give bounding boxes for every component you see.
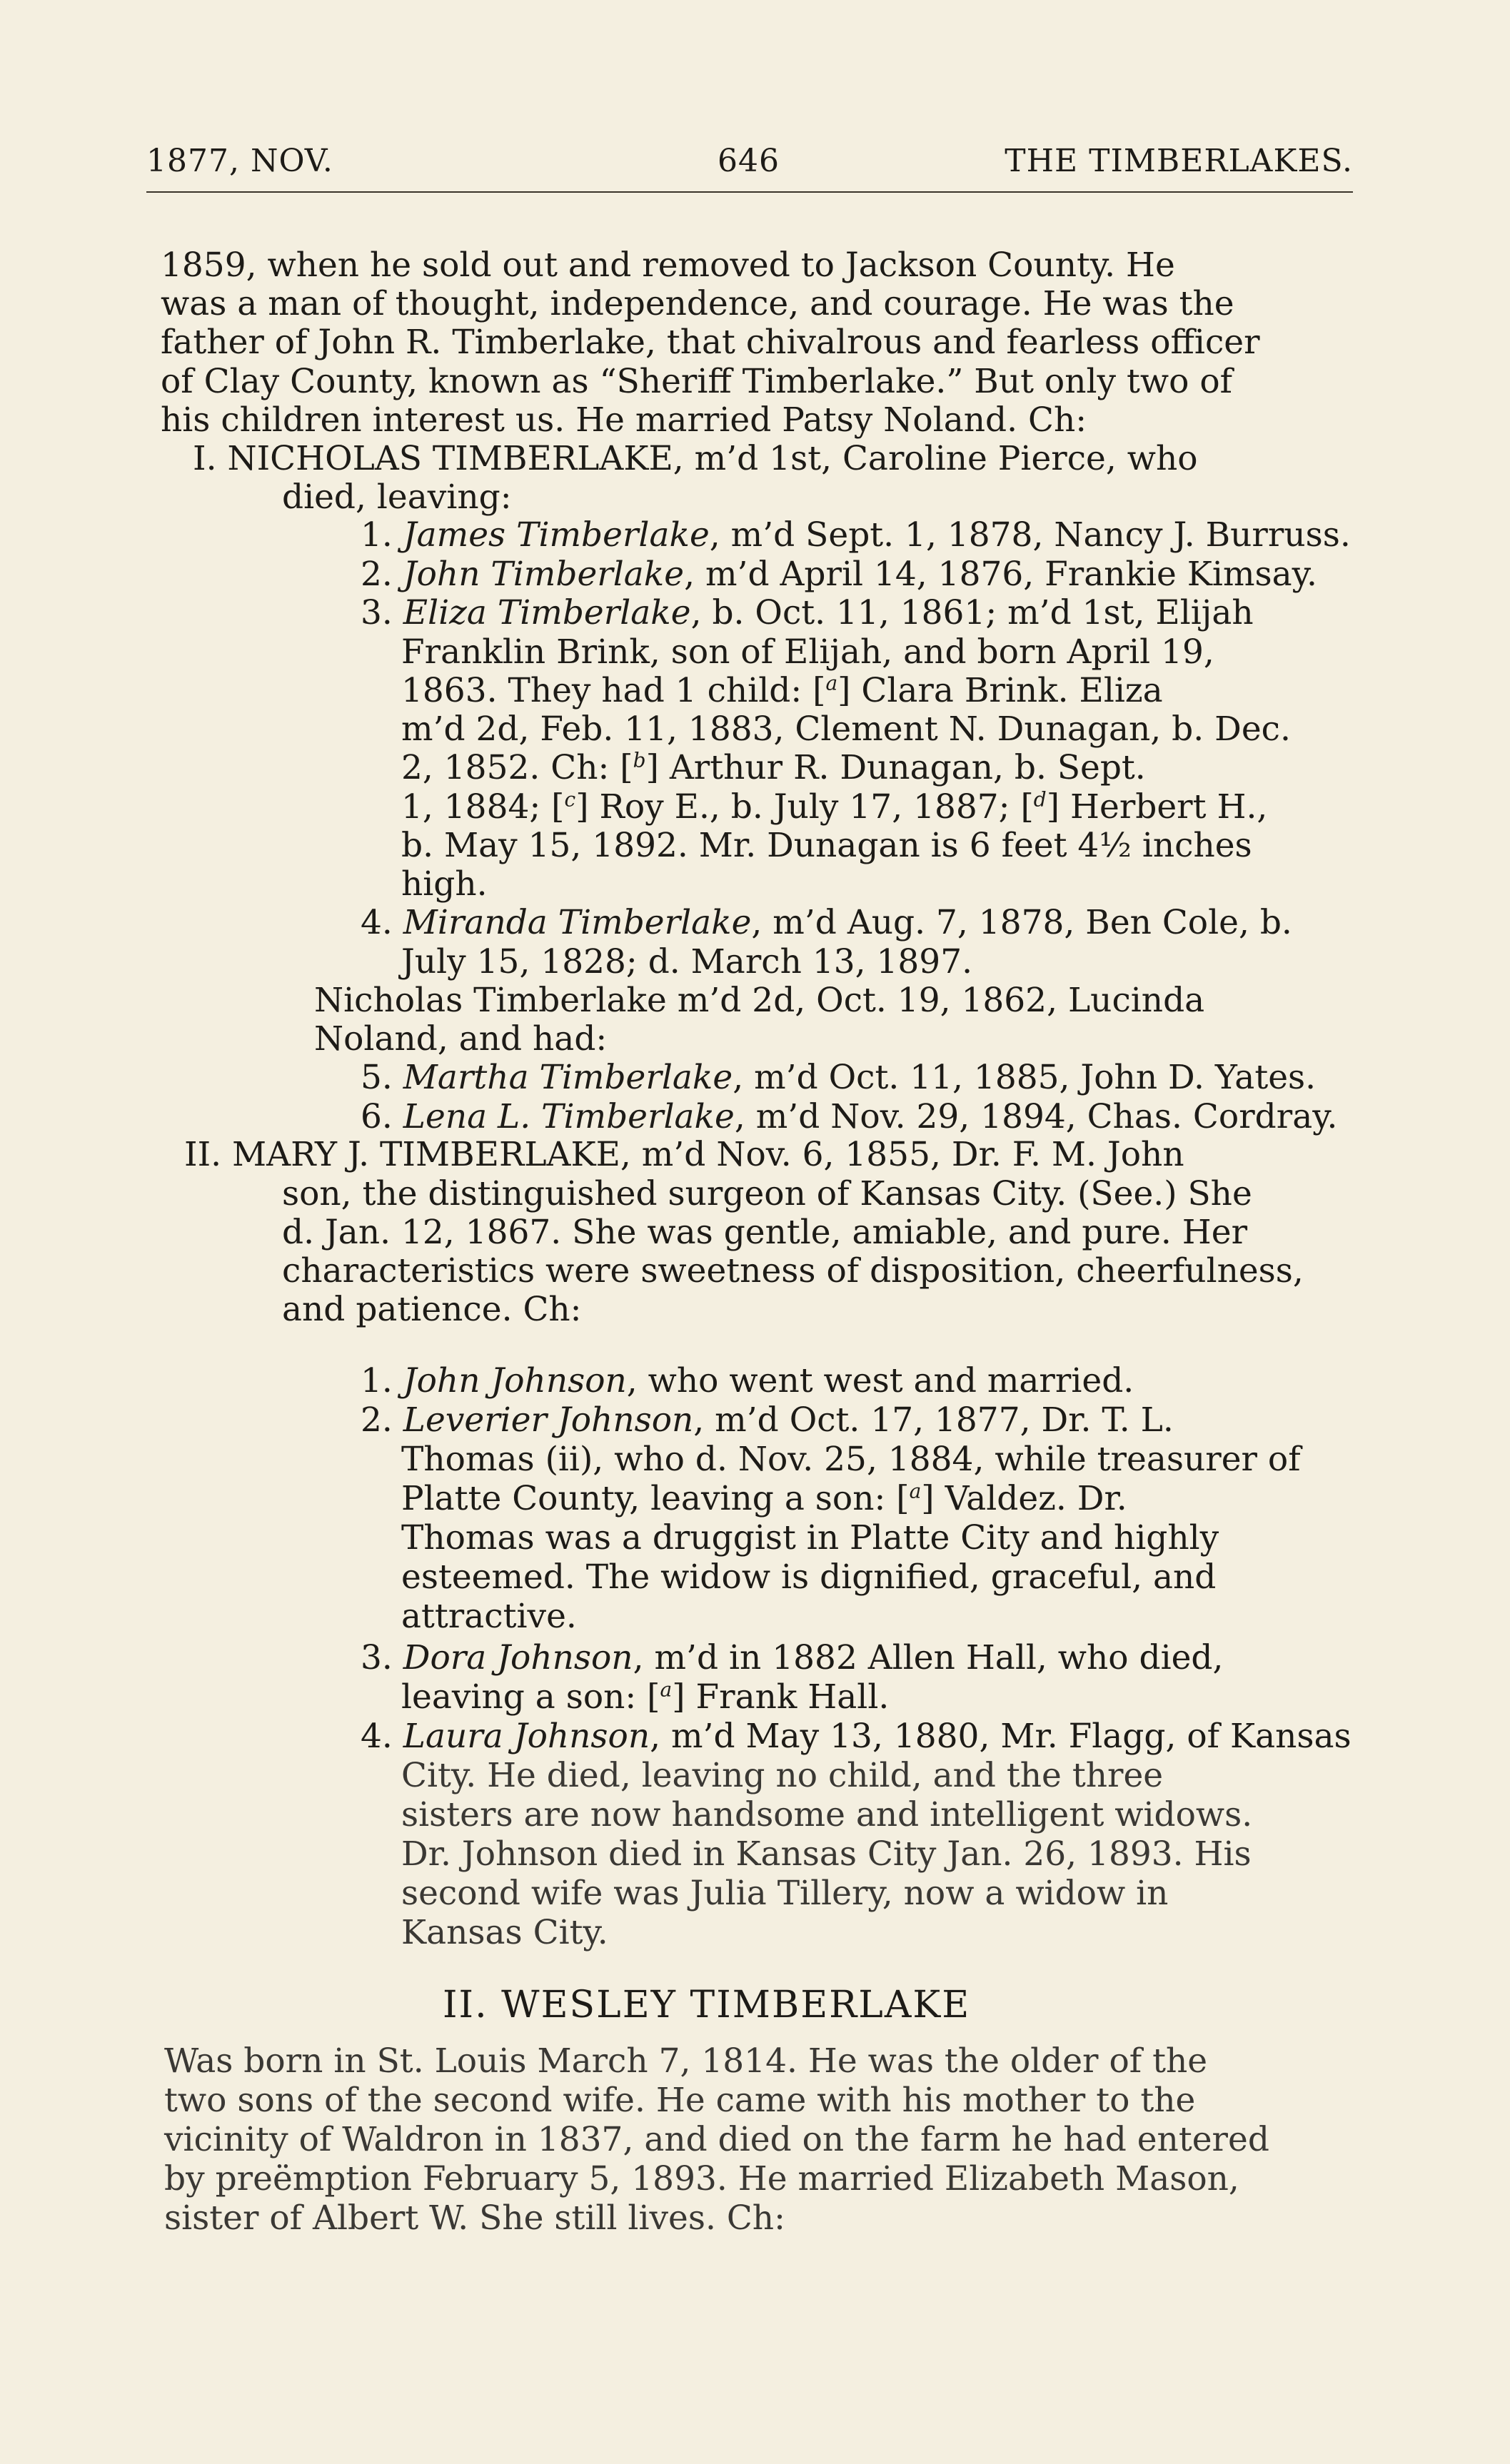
text-line: high.	[401, 864, 488, 904]
text-line: City. He died, leaving no child, and the three	[401, 1756, 1164, 1795]
child-name: Dora Johnson	[403, 1638, 633, 1677]
child-name: Eliza Timberlake	[403, 593, 691, 632]
text-line: sister of Albert W. She still lives. Ch:	[164, 2198, 785, 2238]
text-line: vicinity of Waldron in 1837, and died on the farm he had entered	[164, 2120, 1269, 2159]
section-heading: II. WESLEY TIMBERLAKE	[443, 1984, 971, 2026]
child-name: Laura Johnson	[403, 1717, 650, 1756]
text-line: 1859, when he sold out and removed to Jackson County. He	[161, 246, 1175, 285]
list-item: 4. Miranda Timberlake, m’d Aug. 7, 1878, Ben Cole, b.	[361, 903, 1292, 942]
text-line: attractive.	[401, 1597, 577, 1636]
list-item: 3. Eliza Timberlake, b. Oct. 11, 1861; m’d 1st, Elijah	[361, 593, 1254, 632]
list-item: 2. Leverier Johnson, m’d Oct. 17, 1877, Dr. T. L.	[361, 1400, 1174, 1440]
text-line: esteemed. The widow is dignified, graceful, and	[401, 1557, 1217, 1597]
text-line: died, leaving:	[282, 478, 512, 517]
text-line: Dr. Johnson died in Kansas City Jan. 26, 1893. His	[401, 1834, 1252, 1874]
text-line: 1, 1884; [$^c$] Roy E., b. July 17, 1887; [$^d$] Herbert H.,	[401, 787, 1268, 827]
header-rule	[146, 191, 1353, 193]
text-line: Was born in St. Louis March 7, 1814. He was the older of the	[164, 2041, 1208, 2081]
child-name: Leverier Johnson	[403, 1400, 694, 1440]
text-line: was a man of thought, independence, and courage. He was the	[161, 284, 1234, 323]
running-header	[146, 143, 1353, 186]
text-line: son, the distinguished surgeon of Kansas City. (See.) She	[282, 1174, 1252, 1213]
text-line: Nicholas Timberlake m’d 2d, Oct. 19, 1862, Lucinda	[314, 981, 1205, 1020]
child-name: James Timberlake	[403, 515, 710, 555]
text-line: two sons of the second wife. He came with his mother to the	[164, 2081, 1196, 2120]
child-name: John Johnson	[403, 1361, 627, 1400]
list-item: 3. Dora Johnson, m’d in 1882 Allen Hall, who died,	[361, 1638, 1224, 1677]
text-line: 2, 1852. Ch: [$^b$] Arthur R. Dunagan, b. Sept.	[401, 748, 1146, 787]
text-line: b. May 15, 1892. Mr. Dunagan is 6 feet 4½ inches	[401, 826, 1252, 865]
section-heading-line: II. MARY J. TIMBERLAKE, m’d Nov. 6, 1855, Dr. F. M. John	[184, 1135, 1184, 1174]
list-item: 5. Martha Timberlake, m’d Oct. 11, 1885, John D. Yates.	[361, 1058, 1317, 1097]
child-name: Miranda Timberlake	[403, 903, 752, 942]
text-line: sisters are now handsome and intelligent widows.	[401, 1795, 1253, 1834]
header-title: THE TIMBERLAKES.	[1005, 143, 1353, 179]
text-line: and patience. Ch:	[282, 1290, 582, 1329]
text-line: of Clay County, known as “Sheriff Timberlake.” But only two of	[161, 362, 1233, 401]
text-line: July 15, 1828; d. March 13, 1897.	[401, 942, 973, 981]
text-line: Kansas City.	[401, 1913, 608, 1952]
list-item: 6. Lena L. Timberlake, m’d Nov. 29, 1894, Chas. Cordray.	[361, 1097, 1338, 1136]
text-line: d. Jan. 12, 1867. She was gentle, amiable, and pure. Her	[282, 1213, 1248, 1252]
header-date: 1877, NOV.	[146, 143, 333, 179]
child-name: Martha Timberlake	[403, 1058, 733, 1097]
text-line: Platte County, leaving a son: [$^a$] Valdez. Dr.	[401, 1479, 1127, 1518]
text-line: Noland, and had:	[314, 1019, 608, 1059]
list-item: 1. John Johnson, who went west and married.	[361, 1361, 1134, 1400]
text-line: Thomas was a druggist in Platte City and highly	[401, 1518, 1219, 1557]
text-line: Franklin Brink, son of Elijah, and born April 19,	[401, 632, 1214, 672]
child-name: Lena L. Timberlake	[403, 1097, 735, 1136]
list-item: 1. James Timberlake, m’d Sept. 1, 1878, Nancy J. Burruss.	[361, 515, 1351, 555]
text-line: 1863. They had 1 child: [$^a$] Clara Brink. Eliza	[401, 671, 1163, 710]
text-line: father of John R. Timberlake, that chivalrous and fearless officer	[161, 323, 1260, 362]
text-line: m’d 2d, Feb. 11, 1883, Clement N. Dunagan, b. Dec.	[401, 710, 1291, 749]
text-line: second wife was Julia Tillery, now a widow in	[401, 1874, 1169, 1913]
text-line: leaving a son: [$^a$] Frank Hall.	[401, 1677, 890, 1717]
text-line: his children interest us. He married Patsy Noland. Ch:	[161, 400, 1087, 440]
text-line: by preëmption February 5, 1893. He married Elizabeth Mason,	[164, 2159, 1239, 2198]
section-heading-line: I. NICHOLAS TIMBERLAKE, m’d 1st, Caroline Pierce, who	[193, 439, 1198, 478]
list-item: 2. John Timberlake, m’d April 14, 1876, Frankie Kimsay.	[361, 555, 1317, 594]
text-line: Thomas (ii), who d. Nov. 25, 1884, while treasurer of	[401, 1440, 1301, 1479]
text-line: characteristics were sweetness of disposition, cheerfulness,	[282, 1251, 1304, 1291]
list-item: 4. Laura Johnson, m’d May 13, 1880, Mr. Flagg, of Kansas	[361, 1717, 1352, 1756]
child-name: John Timberlake	[403, 555, 685, 594]
page-number: 646	[718, 143, 780, 179]
